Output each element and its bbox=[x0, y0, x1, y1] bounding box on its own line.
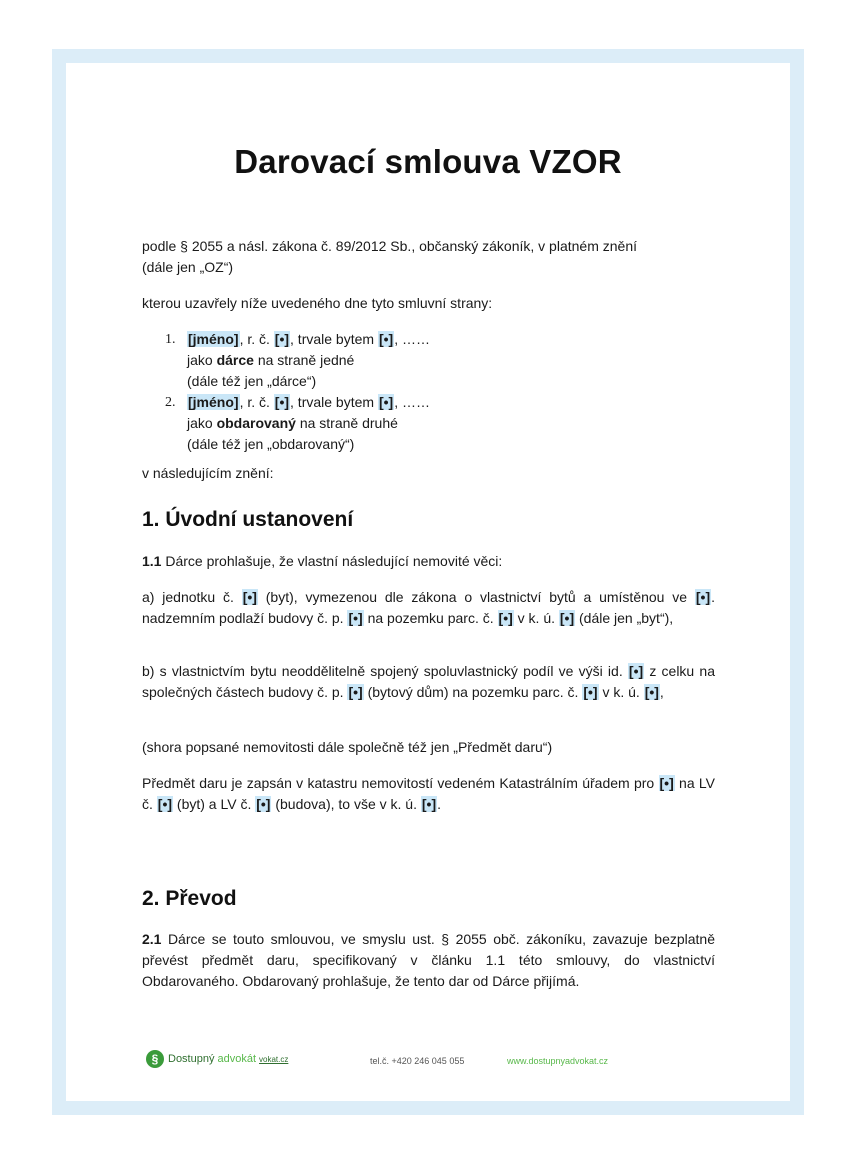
placeholder-mark: [•] bbox=[421, 796, 437, 812]
party-2-role-prefix: jako bbox=[187, 415, 217, 431]
paragraph-b-part-2: z celku na společných částech budovy č. p. bbox=[142, 663, 715, 700]
paragraph-b-part-1: b) s vlastnictvím bytu neoddělitelně spojený spoluvlastnický podíl ve výši id. bbox=[142, 663, 628, 679]
placeholder-mark: [•] bbox=[256, 796, 271, 812]
logo-icon: § bbox=[146, 1050, 164, 1068]
registry-part-3: (byt) a LV č. bbox=[173, 796, 256, 812]
paragraph-a-part-3: . nadzemním podlaží budovy č. p. bbox=[142, 589, 716, 626]
placeholder-mark: [•] bbox=[559, 610, 575, 626]
document-page bbox=[66, 63, 790, 1101]
paragraph-a-part-6: (dále jen „byt“), bbox=[575, 610, 674, 626]
party-2-residence-label: , trvale bytem bbox=[290, 394, 378, 410]
placeholder-mark: [•] bbox=[695, 589, 711, 605]
registry-paragraph bbox=[142, 773, 715, 815]
paragraph-b bbox=[142, 661, 715, 703]
paragraph-b-part-4: v k. ú. bbox=[598, 684, 644, 700]
party-1-number: 1. bbox=[165, 332, 176, 347]
placeholder-mark: [•] bbox=[583, 684, 598, 700]
placeholder-mark: [•] bbox=[498, 610, 513, 626]
party-1-role: dárce bbox=[216, 352, 254, 368]
placeholder-mark: [•] bbox=[348, 610, 363, 626]
paragraph-2-1 bbox=[142, 929, 715, 992]
party-1-name: [jméno] bbox=[188, 331, 239, 347]
registry-part-4: (budova), to vše v k. ú. bbox=[271, 796, 421, 812]
paragraph-1-1-text: Dárce prohlašuje, že vlastní následující nemovité věci: bbox=[161, 553, 503, 569]
parties-intro: kterou uzavřely níže uvedeného dne tyto smluvní strany: bbox=[142, 295, 493, 311]
registry-part-5: . bbox=[437, 796, 441, 812]
party-2-rc-placeholder: [•] bbox=[274, 394, 290, 410]
section-1-heading: 1. Úvodní ustanovení bbox=[142, 508, 354, 531]
party-2 bbox=[165, 392, 430, 455]
footer-phone: tel.č. +420 246 045 055 bbox=[370, 1056, 465, 1066]
party-1-alias: (dále též jen „dárce“) bbox=[187, 373, 317, 389]
party-2-role: obdarovaný bbox=[216, 415, 296, 431]
party-2-rc-label: , r. č. bbox=[239, 394, 274, 410]
intro-line-2: (dále jen „OZ“) bbox=[142, 259, 234, 275]
registry-part-1: Předmět daru je zapsán v katastru nemovitostí vedeném Katastrálním úřadem pro bbox=[142, 775, 659, 791]
party-1-rc-label: , r. č. bbox=[239, 331, 274, 347]
paragraph-2-1-text: Dárce se touto smlouvou, ve smyslu ust. § 2055 obč. zákoníku, zavazuje bezplatně převést předmět daru, specifikovaný v článku 1.1 této smlouvy, do vlastnictví Obdarovaného. Obdarovaný prohlašuje, že tento dar od Dárce přijímá. bbox=[142, 931, 715, 989]
party-1-line-1 bbox=[187, 329, 430, 350]
party-1-rc-placeholder: [•] bbox=[274, 331, 290, 347]
party-2-role-suffix: na straně druhé bbox=[295, 415, 398, 431]
paragraph-1-1-number: 1.1 bbox=[142, 553, 162, 569]
logo-word-2: advokát bbox=[217, 1053, 257, 1065]
parties-list bbox=[165, 329, 430, 455]
party-1-line-2 bbox=[187, 350, 430, 371]
party-1-role-suffix: na straně jedné bbox=[253, 352, 355, 368]
paragraph-1-1 bbox=[142, 551, 715, 572]
following-text: v následujícím znění: bbox=[142, 465, 274, 481]
registry-part-2: na LV č. bbox=[142, 775, 716, 812]
party-1-residence-placeholder: [•] bbox=[378, 331, 394, 347]
paragraph-a-part-2: (byt), vymezenou dle zákona o vlastnictví bytů a umístěnou ve bbox=[257, 589, 695, 605]
paragraph-a-part-5: v k. ú. bbox=[513, 610, 559, 626]
paragraph-2-1-number: 2.1 bbox=[142, 931, 162, 947]
party-2-line-2 bbox=[187, 413, 430, 434]
placeholder-mark: [•] bbox=[628, 663, 644, 679]
party-2-alias: (dále též jen „obdarovaný“) bbox=[187, 436, 355, 452]
paragraph-a-part-4: na pozemku parc. č. bbox=[363, 610, 498, 626]
logo bbox=[146, 1050, 288, 1068]
party-1 bbox=[165, 329, 430, 392]
party-1-role-prefix: jako bbox=[187, 352, 217, 368]
placeholder-mark: [•] bbox=[659, 775, 674, 791]
paragraph-a bbox=[142, 587, 715, 629]
placeholder-mark: [•] bbox=[644, 684, 659, 700]
party-2-residence-placeholder: [•] bbox=[378, 394, 394, 410]
party-1-ellipsis: , …… bbox=[394, 331, 430, 347]
footer-website-link[interactable]: www.dostupnyadvokat.cz bbox=[507, 1056, 609, 1066]
placeholder-mark: [•] bbox=[348, 684, 363, 700]
section-2-heading: 2. Převod bbox=[142, 887, 237, 910]
intro-line-1: podle § 2055 a násl. zákona č. 89/2012 Sb., občanský zákoník, v platném znění bbox=[142, 238, 637, 254]
party-2-line-1 bbox=[187, 392, 430, 413]
logo-word-3: vokat.cz bbox=[259, 1054, 289, 1064]
party-2-name: [jméno] bbox=[188, 394, 239, 410]
document-title: Darovací smlouva VZOR bbox=[234, 143, 622, 180]
intro-block bbox=[142, 236, 715, 278]
logo-word-1: Dostupný bbox=[168, 1053, 215, 1065]
paragraph-b-part-3: (bytový dům) na pozemku parc. č. bbox=[363, 684, 583, 700]
paragraph-b-part-5: , bbox=[659, 684, 664, 700]
party-1-residence-label: , trvale bytem bbox=[290, 331, 378, 347]
party-2-ellipsis: , …… bbox=[394, 394, 430, 410]
subject-definition: (shora popsané nemovitosti dále společně též jen „Předmět daru“) bbox=[142, 739, 553, 755]
placeholder-mark: [•] bbox=[157, 796, 173, 812]
page-footer bbox=[146, 1048, 750, 1072]
party-2-number: 2. bbox=[165, 395, 176, 410]
paragraph-a-part-1: a) jednotku č. bbox=[142, 589, 242, 605]
placeholder-mark: [•] bbox=[242, 589, 257, 605]
